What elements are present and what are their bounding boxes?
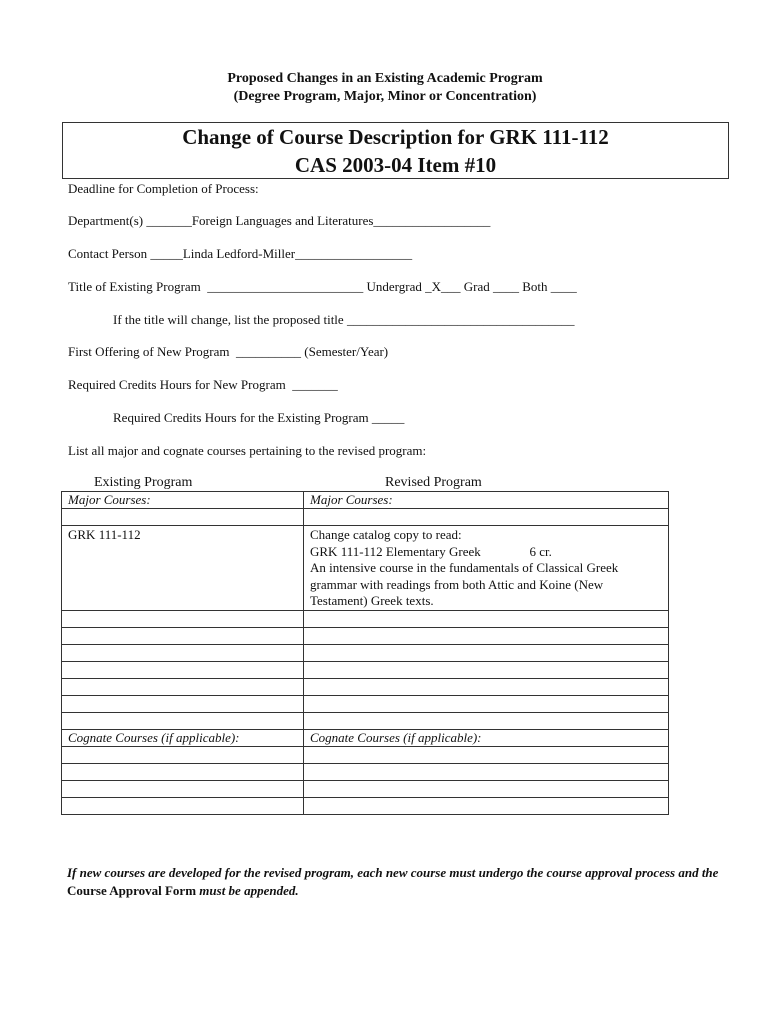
table-row [62, 780, 669, 797]
table-cell [304, 627, 669, 644]
table-cell [62, 780, 304, 797]
table-row [62, 661, 669, 678]
table-cell [62, 509, 304, 526]
table-row [62, 644, 669, 661]
req-credits-existing-field: Required Credits Hours for the Existing Program _____ [113, 410, 405, 425]
contact-field: Contact Person _____Linda Ledford-Miller__________________ [68, 246, 413, 261]
table-cell [62, 661, 304, 678]
header-line-1: Proposed Changes in an Existing Academic Program [227, 71, 543, 86]
table-cell [304, 610, 669, 627]
note-form-name: Course Approval Form [67, 883, 197, 898]
table-row [62, 763, 669, 780]
existing-course-cell: GRK 111-112 [62, 526, 304, 611]
table-cell [62, 678, 304, 695]
existing-major-label: Major Courses: [62, 492, 304, 509]
table-cell [304, 763, 669, 780]
title-box [62, 122, 729, 179]
first-offering-field: First Offering of New Program __________ (Semester/Year) [68, 344, 389, 359]
table-cell [62, 797, 304, 814]
table-cell [304, 661, 669, 678]
list-all-instruction: List all major and cognate courses pertaining to the revised program: [68, 443, 427, 458]
approval-note [67, 864, 737, 900]
table-row [62, 526, 669, 611]
table-cell [62, 746, 304, 763]
table-cell [62, 644, 304, 661]
table-cell [304, 695, 669, 712]
table-row [62, 610, 669, 627]
revised-line: GRK 111-112 Elementary Greek 6 cr. [310, 543, 552, 559]
table-cell [304, 780, 669, 797]
table-cell [62, 627, 304, 644]
table-cell [62, 712, 304, 729]
table-row [62, 509, 669, 526]
req-credits-new-field: Required Credits Hours for New Program _______ [68, 377, 338, 392]
table-row [62, 695, 669, 712]
revised-cognate-label: Cognate Courses (if applicable): [304, 729, 669, 746]
table-row [62, 627, 669, 644]
courses-table [61, 491, 669, 815]
table-cell [304, 746, 669, 763]
table-row [62, 678, 669, 695]
table-cell [62, 695, 304, 712]
title-line-1: Change of Course Description for GRK 111-112 [182, 125, 609, 149]
table-row [62, 746, 669, 763]
table-cell [304, 678, 669, 695]
revised-line: grammar with readings from both Attic and Koine (New [310, 576, 604, 592]
existing-title-field: Title of Existing Program ________________________ Undergrad _X___ Grad ____ Both ____ [68, 279, 577, 294]
revised-major-label: Major Courses: [304, 492, 669, 509]
revised-line: Testament) Greek texts. [310, 593, 434, 608]
existing-program-heading: Existing Program [94, 475, 193, 490]
table-row [62, 712, 669, 729]
table-cell [304, 644, 669, 661]
department-field: Department(s) _______Foreign Languages and Literatures__________________ [68, 213, 491, 228]
table-cell [304, 712, 669, 729]
note-part-1: If new courses are developed for the revised program, each new course must undergo the course approval process and the [67, 865, 719, 880]
title-line-2: CAS 2003-04 Item #10 [294, 153, 497, 177]
note-part-2: must be appended. [196, 883, 299, 898]
table-row [62, 729, 669, 746]
table-cell [62, 610, 304, 627]
revised-line: Change catalog copy to read: [310, 527, 462, 542]
table-cell [62, 763, 304, 780]
table-row [62, 797, 669, 814]
revised-course-cell [304, 526, 669, 611]
table-cell [304, 797, 669, 814]
revised-program-heading: Revised Program [385, 475, 482, 490]
existing-cognate-label: Cognate Courses (if applicable): [62, 729, 304, 746]
header-line-2: (Degree Program, Major, Minor or Concentration) [233, 89, 537, 104]
table-row [62, 492, 669, 509]
revised-line: An intensive course in the fundamentals of Classical Greek [310, 560, 619, 575]
deadline-field: Deadline for Completion of Process: [68, 181, 259, 196]
table-cell [304, 509, 669, 526]
proposed-title-field: If the title will change, list the proposed title ___________________________________ [113, 312, 575, 327]
